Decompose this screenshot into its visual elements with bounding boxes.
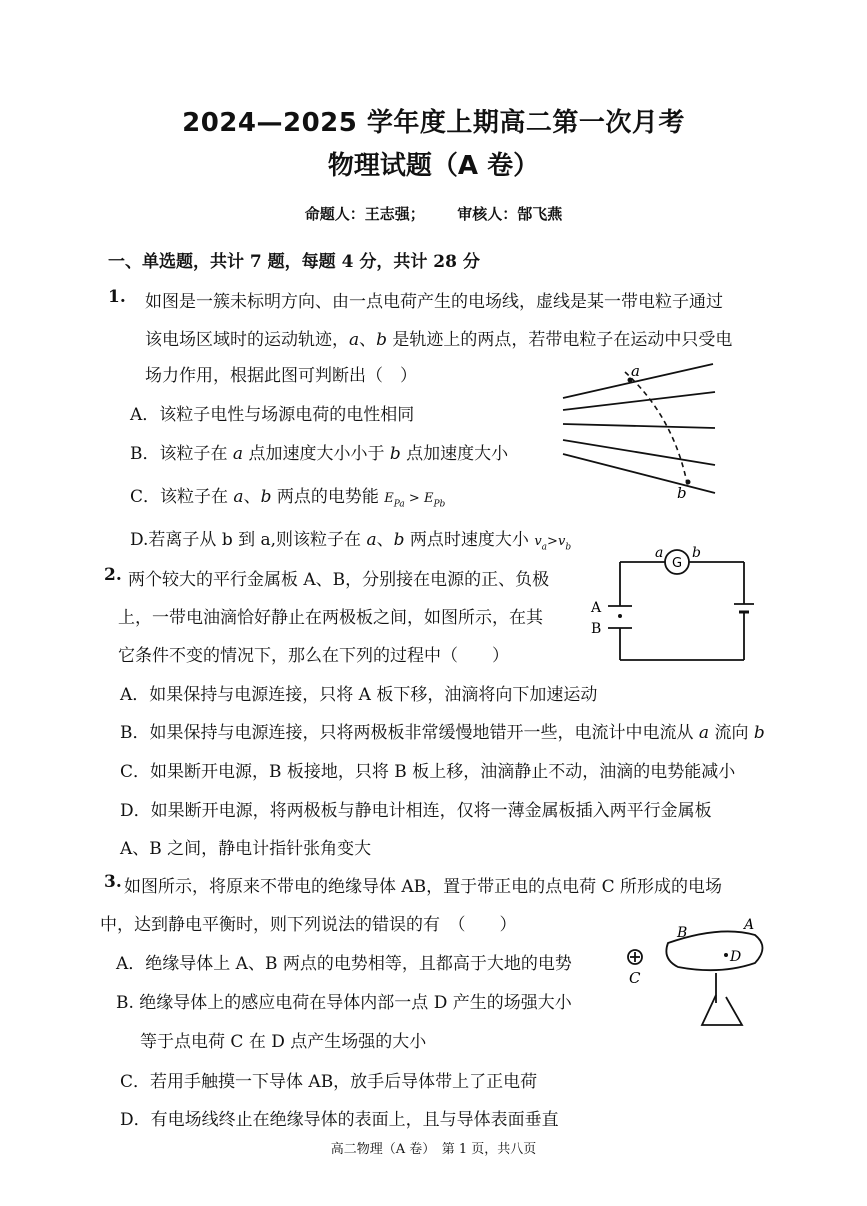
- q3-option-b: B. 绝缘导体上的感应电荷在导体内部一点 D 产生的场强大小: [116, 993, 572, 1013]
- q2-option-c: C．如果断开电源，B 板接地，只将 B 板上移，油滴静止不动，油滴的电势能减小: [120, 762, 736, 782]
- q2-option-b: B．如果保持与电源连接，只将两极板非常缓慢地错开一些，电流计中电流从 a 流向 b: [120, 723, 765, 743]
- point-d: [724, 953, 728, 957]
- fig1-label-a: a: [631, 362, 640, 380]
- q2-option-a: A．如果保持与电源连接，只将 A 板下移，油滴将向下加速运动: [120, 685, 598, 705]
- field-line: [563, 454, 715, 493]
- fig2-label-b: b: [692, 546, 701, 561]
- stand-base: [702, 995, 742, 1025]
- fig2-label-a: a: [655, 546, 664, 561]
- q3-option-b-cont: 等于点电荷 C 在 D 点产生场强的大小: [140, 1032, 427, 1052]
- field-line: [563, 424, 715, 428]
- q2-circuit-figure: [588, 546, 758, 666]
- q3-option-a: A．绝缘导体上 A、B 两点的电势相等，且都高于大地的电势: [116, 954, 572, 974]
- q2-line3: 它条件不变的情况下，那么在下列的过程中（ ）: [118, 646, 509, 666]
- fig3-label-b: B: [677, 925, 688, 941]
- reviewer-label: 审核人：郜飞燕: [457, 205, 563, 223]
- author-label: 命题人：王志强；: [304, 205, 425, 223]
- q3-option-c: C．若用手触摸一下导体 AB，放手后导体带上了正电荷: [120, 1072, 538, 1092]
- field-line: [563, 440, 715, 465]
- trajectory-dashed: [625, 372, 688, 488]
- q3-line1: 如图所示，将原来不带电的绝缘导体 AB，置于带正电的点电荷 C 所形成的电场: [124, 877, 722, 897]
- fig2-plate-b-label: B: [591, 621, 602, 637]
- q3-conductor-figure: [620, 915, 780, 1035]
- q1-option-c: C．该粒子在 a、b 两点的电势能 $E_{Pa} > E_{Pb}$: [130, 487, 446, 510]
- section-heading: 一、单选题，共计 7 题，每题 4 分，共计 28 分: [108, 252, 480, 272]
- q1-line1: 如图是一簇未标明方向、由一点电荷产生的电场线，虚线是某一带电粒子通过: [145, 292, 723, 312]
- g-label: G: [672, 556, 683, 571]
- q1-option-b: B．该粒子在 a 点加速度大小小于 b 点加速度大小: [130, 444, 509, 464]
- q3-option-d: D．有电场线终止在绝缘导体的表面上，且与导体表面垂直: [120, 1110, 559, 1130]
- fig3-label-d: D: [730, 949, 742, 965]
- q1-option-a: A．该粒子电性与场源电荷的电性相同: [130, 405, 415, 425]
- exam-title: 2024—2025 学年度上期高二第一次月考: [182, 108, 685, 138]
- q2-option-d-cont: A、B 之间，静电计指针张角变大: [120, 839, 372, 859]
- q1-number: 1.: [108, 287, 126, 307]
- fig2-plate-a-label: A: [591, 600, 602, 616]
- q2-line1: 两个较大的平行金属板 A、B，分别接在电源的正、负极: [128, 570, 550, 590]
- q2-line2: 上，一带电油滴恰好静止在两极板之间，如图所示，在其: [118, 608, 543, 628]
- authors-line: [0, 203, 867, 224]
- q1-line2: 该电场区域时的运动轨迹，a、b 是轨迹上的两点，若带电粒子在运动中只受电: [145, 330, 733, 350]
- q2-number: 2.: [104, 565, 122, 585]
- oil-drop: [618, 614, 622, 618]
- q3-number: 3.: [104, 872, 122, 892]
- field-line: [563, 392, 715, 410]
- fig3-label-c: C: [629, 969, 641, 987]
- fig3-label-a: A: [744, 917, 755, 933]
- fig1-label-b: b: [677, 484, 687, 502]
- page-footer: 高二物理（A 卷） 第 1 页，共八页: [330, 1142, 537, 1157]
- q1-option-d: D.若离子从 b 到 a,则该粒子在 a、b 两点时速度大小 $v_a>v_b$: [130, 530, 572, 553]
- q1-field-figure: [555, 358, 725, 503]
- exam-subtitle: 物理试题（A 卷）: [327, 151, 540, 181]
- q3-line2: 中，达到静电平衡时，则下列说法的错误的有 （ ）: [100, 915, 517, 935]
- q1-line3: 场力作用，根据此图可判断出（ ）: [145, 366, 417, 386]
- q2-option-d: D．如果断开电源，将两极板与静电计相连，仅将一薄金属板插入两平行金属板: [120, 801, 712, 821]
